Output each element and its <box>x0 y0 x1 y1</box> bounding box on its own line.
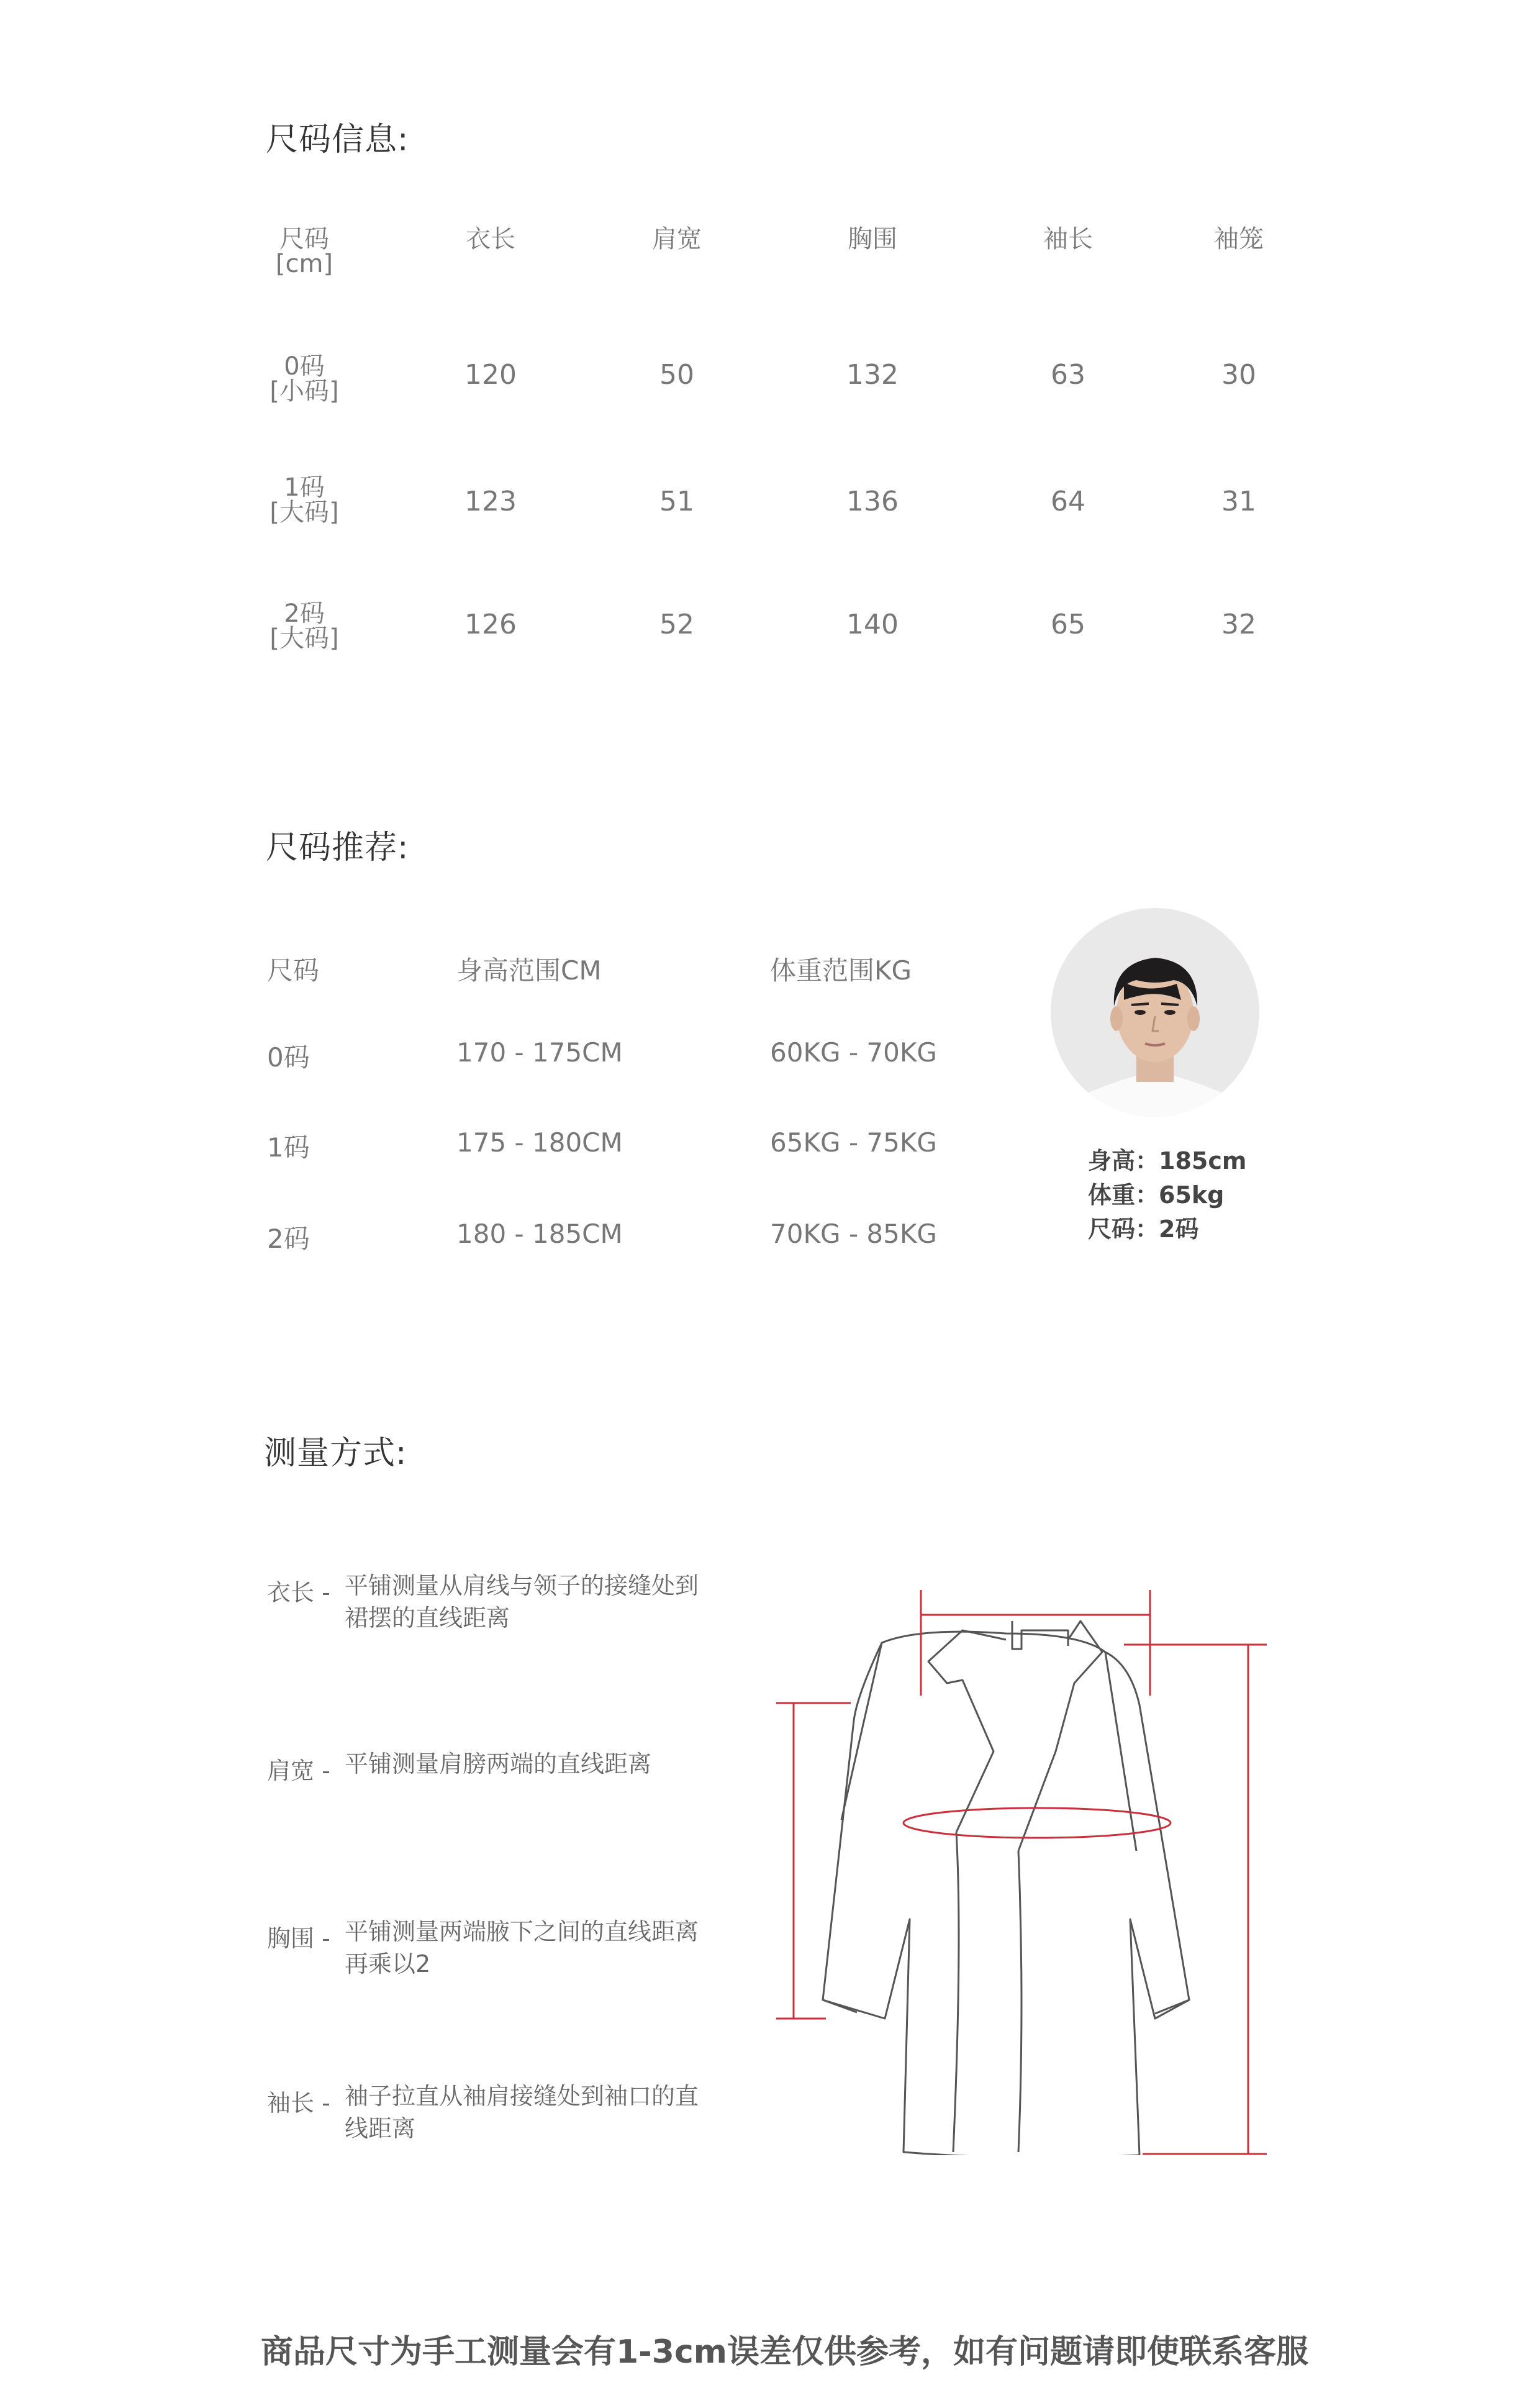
model-portrait-icon <box>1049 907 1261 1118</box>
size-cell: 0码 [小码] <box>270 352 339 406</box>
cuff-cell: 30 <box>1221 359 1256 391</box>
size-info-heading: 尺码信息: <box>266 121 409 158</box>
sleeve-cell: 63 <box>1051 359 1085 391</box>
length-header: 衣长 <box>466 225 515 253</box>
sleeve-cell: 65 <box>1051 609 1085 640</box>
measure-label: 胸围 - <box>267 1925 330 1952</box>
coat-diagram <box>758 1571 1279 2155</box>
length-cell: 126 <box>464 609 517 640</box>
measure-text: 平铺测量从肩线与领子的接缝处到裙摆的直线距离 <box>345 1572 699 1632</box>
cuff-cell: 32 <box>1221 609 1256 640</box>
rec-size-cell: 1码 <box>267 1132 310 1163</box>
shoulder-header: 肩宽 <box>652 225 702 253</box>
cuff-cell: 31 <box>1221 486 1256 517</box>
sleeve-header: 袖长 <box>1043 225 1093 253</box>
cuff-header: 袖笼 <box>1214 225 1264 253</box>
size-cell: 2码 [大码] <box>270 599 339 653</box>
rec-height-cell: 175 - 180CM <box>456 1127 623 1158</box>
sleeve-cell: 64 <box>1051 486 1085 517</box>
chest-header: 胸围 <box>848 225 897 253</box>
rec-weight-cell: 65KG - 75KG <box>770 1127 937 1158</box>
measure-label: 袖长 - <box>267 2089 330 2117</box>
model-size: 尺码：2码 <box>1088 1215 1199 1243</box>
rec-size-header: 尺码 <box>267 955 320 986</box>
measure-heading: 测量方式: <box>264 1435 407 1472</box>
measure-label: 肩宽 - <box>267 1757 330 1784</box>
shoulder-cell: 50 <box>659 359 694 391</box>
size-cell: 1码 [大码] <box>270 473 339 527</box>
rec-height-cell: 180 - 185CM <box>456 1219 623 1249</box>
rec-height-cell: 170 - 175CM <box>456 1037 623 1068</box>
rec-weight-cell: 60KG - 70KG <box>770 1037 937 1068</box>
chest-cell: 136 <box>846 486 899 517</box>
rec-size-cell: 2码 <box>267 1224 310 1254</box>
chest-cell: 132 <box>846 359 899 391</box>
measure-text: 平铺测量两端腋下之间的直线距离再乘以2 <box>345 1918 699 1978</box>
shoulder-cell: 51 <box>659 486 694 517</box>
footer-note: 商品尺寸为手工测量会有1-3cm误差仅供参考，如有问题请即使联系客服 <box>261 2333 1308 2371</box>
measure-label: 衣长 - <box>267 1579 330 1606</box>
model-info <box>1088 1144 1246 1247</box>
model-weight: 体重：65kg <box>1088 1181 1225 1209</box>
coat-measurement-icon <box>758 1571 1279 2155</box>
length-cell: 120 <box>464 359 517 391</box>
shoulder-cell: 52 <box>659 609 694 640</box>
measure-text: 袖子拉直从袖肩接缝处到袖口的直线距离 <box>345 2083 699 2142</box>
rec-weight-cell: 70KG - 85KG <box>770 1219 937 1249</box>
model-height: 身高：185cm <box>1088 1147 1247 1174</box>
rec-size-cell: 0码 <box>267 1042 310 1073</box>
chest-cell: 140 <box>846 609 899 640</box>
length-cell: 123 <box>464 486 517 517</box>
size-rec-heading: 尺码推荐: <box>266 829 409 866</box>
avatar <box>1049 907 1261 1118</box>
measure-text: 平铺测量肩膀两端的直线距离 <box>345 1750 652 1778</box>
size-header: 尺码 [cm] <box>275 225 333 278</box>
rec-weight-header: 体重范围KG <box>770 955 912 986</box>
rec-height-header: 身高范围CM <box>456 955 602 986</box>
